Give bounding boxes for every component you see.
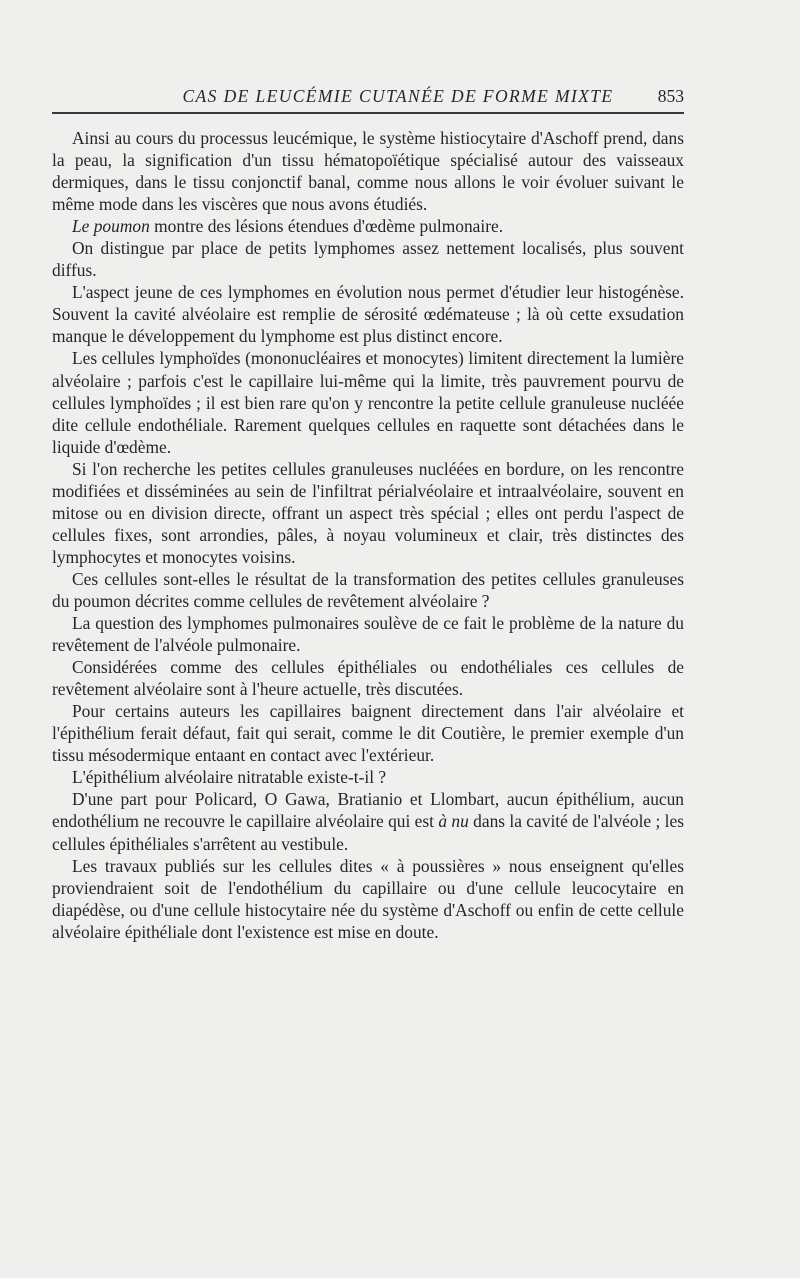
paragraph-5: Les cellules lymphoïdes (mononucléaires et monocytes) limitent directement la lumière alvéolaire ; parfois c'est le capillaire lui-même qui la limite, très pauvrement pourvu de cellules lymphoïdes ; il est bien rare qu'on y rencontre la petite cellule granuleuse nucléée dite cellule endothéliale. Rarement quelques cellules en raquette sont détachées dans le liquide d'œdème.: [52, 348, 684, 457]
paragraph-11: L'épithélium alvéolaire nitratable existe-t-il ?: [72, 767, 387, 788]
paragraph-2: [52, 215, 684, 237]
paragraph-8: La question des lymphomes pulmonaires soulève de ce fait le problème de la nature du revêtement de l'alvéole pulmonaire.: [52, 613, 684, 656]
header-rule: [52, 112, 684, 114]
body-text: [52, 127, 684, 943]
paragraph-6: Si l'on recherche les petites cellules granuleuses nucléées en bordure, on les rencontre modifiées et disséminées au sein de l'infiltrat périalvéolaire et intraalvéolaire, souvent en mitose ou en division directe, offrant un aspect très spécial ; elles ont perdu l'aspect de cellules fixes, sont arrondies, pâles, à noyau volumineux et clair, très distinctes des lymphocytes et monocytes voisins.: [52, 458, 684, 567]
paragraph-12-text-start: D'une part pour Policard, O Gawa, Bratianio et Llombart, aucun épithélium, aucun endothélium ne recouvre le capillaire alvéolaire qui est: [52, 789, 684, 832]
paragraph-12-text-end: dans la cavité de l'alvéole ; les cellules épithéliales s'arrêtent au vestibule.: [52, 811, 684, 854]
paragraph-9: Considérées comme des cellules épithéliales ou endothéliales ces cellules de revêtement alvéolaire sont à l'heure actuelle, très discutées.: [52, 657, 684, 700]
paragraph-3: On distingue par place de petits lymphomes assez nettement localisés, plus souvent diffus.: [52, 238, 684, 281]
running-title: CAS DE LEUCÉMIE CUTANÉE DE FORME MIXTE: [182, 86, 614, 106]
paragraph-4: L'aspect jeune de ces lymphomes en évolution nous permet d'étudier leur histogénèse. Souvent la cavité alvéolaire est remplie de sérosité œdémateuse ; là où cette exsudation manque le développement du lymphome est plus distinct encore.: [52, 282, 684, 347]
paragraph-2-emphasis: Le poumon: [72, 216, 150, 237]
page-number: 853: [657, 86, 684, 106]
running-header: [52, 82, 684, 110]
paragraph-13: Les travaux publiés sur les cellules dites « à poussières » nous enseignent qu'elles proviendraient soit de l'endothélium du capillaire ou d'une cellule leucocytaire en diapédèse, ou d'une cellule histocytaire née du système d'Aschoff ou enfin de cette cellule alvéolaire épithéliale dont l'existence est mise en doute.: [52, 855, 684, 942]
paragraph-12-emphasis: à nu: [438, 811, 469, 832]
paragraph-1: Ainsi au cours du processus leucémique, le système histiocytaire d'Aschoff prend, dans la peau, la signification d'un tissu hématopoïétique spécialisé autour des vaisseaux dermiques, dans le tissu conjonctif banal, comme nous allons le voir évoluer suivant le même mode dans les viscères que nous avons étudiés.: [52, 128, 684, 215]
paragraph-7: Ces cellules sont-elles le résultat de la transformation des petites cellules granuleuses du poumon décrites comme cellules de revêtement alvéolaire ?: [52, 568, 684, 611]
paragraph-10: Pour certains auteurs les capillaires baignent directement dans l'air alvéolaire et l'épithélium ferait défaut, fait qui serait, comme le dit Coutière, le premier exemple d'un tissu mésodermique entaant en contact avec l'extérieur.: [52, 701, 684, 766]
paragraph-2-text: montre des lésions étendues d'œdème pulmonaire.: [149, 216, 504, 237]
book-page: [52, 82, 684, 943]
paragraph-12: [52, 788, 684, 854]
